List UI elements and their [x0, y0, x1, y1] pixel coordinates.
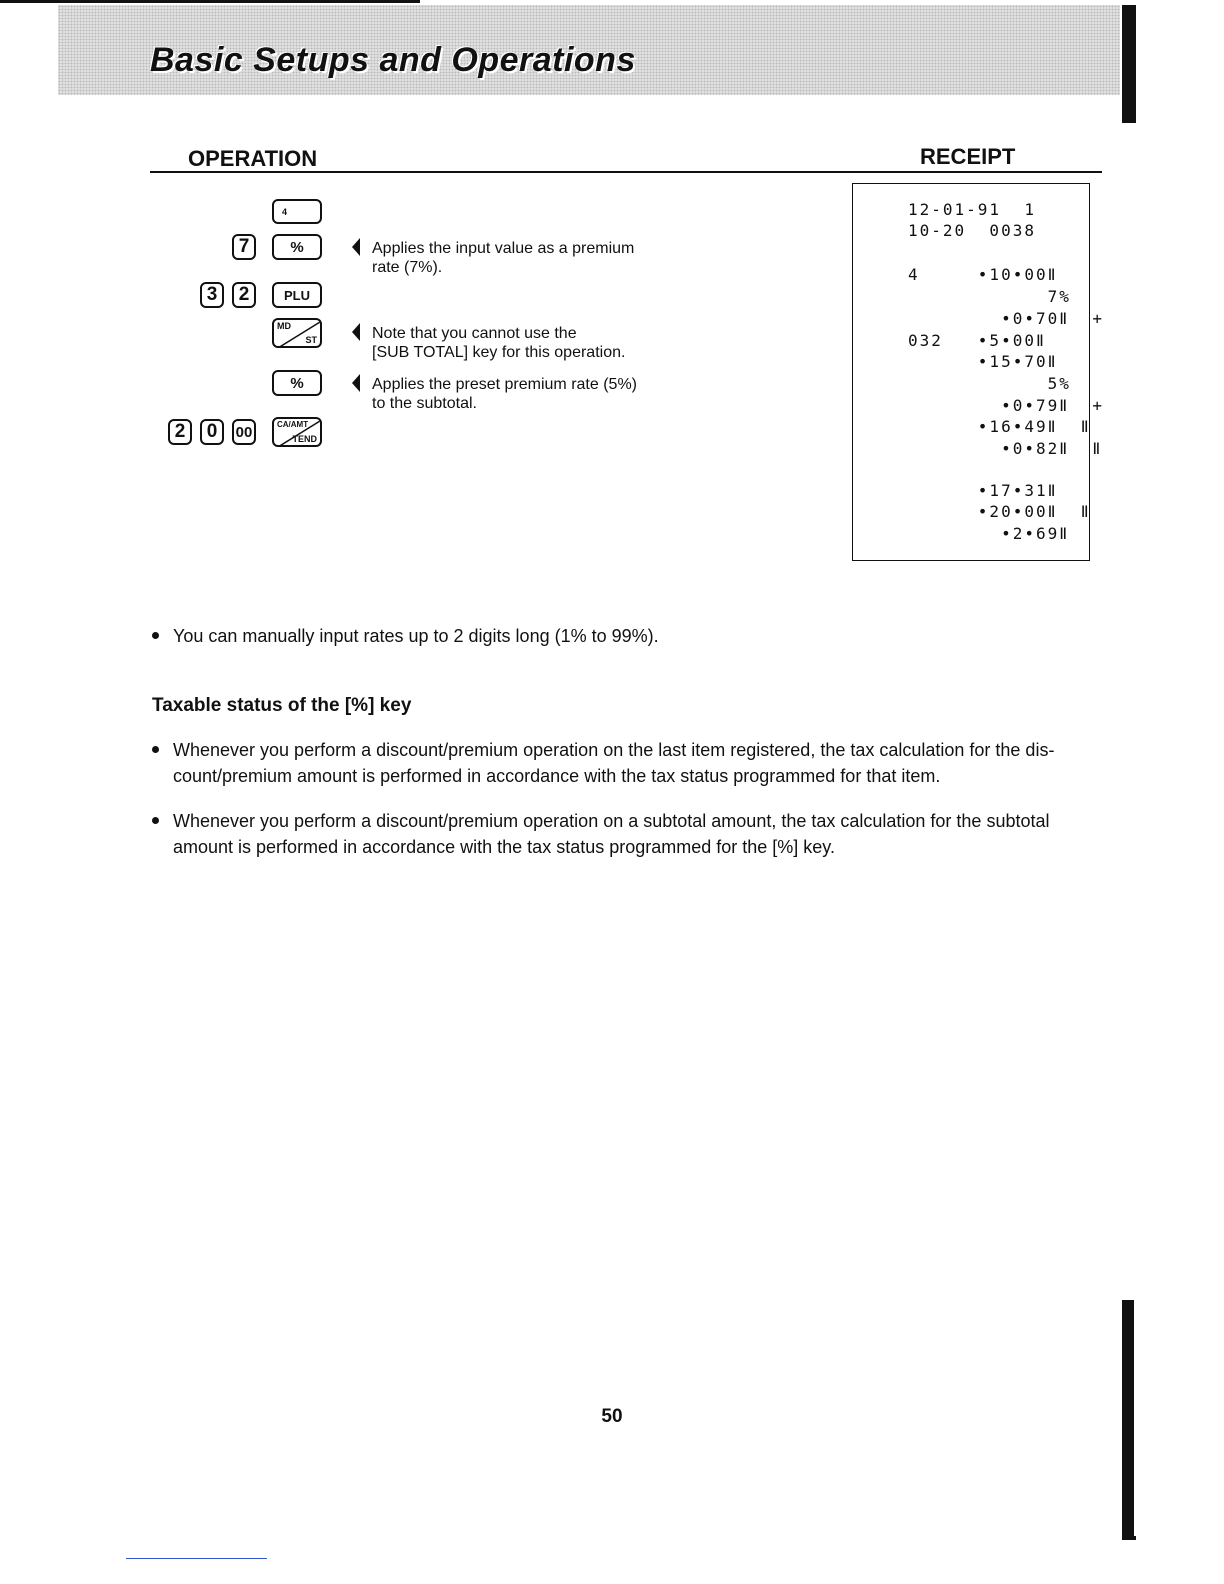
bullet-line: Whenever you perform a discount/premium operation on a subtotal amount, the tax calculation for the subtotal: [173, 811, 1050, 831]
receipt-line: •2•69Ⅱ: [908, 524, 1070, 543]
receipt-line: •15•70Ⅱ: [908, 352, 1058, 371]
note-subtotal-key: [372, 324, 625, 362]
pointer-arrow-icon: [352, 374, 360, 392]
key-4-dept: 4: [272, 199, 322, 224]
top-rule: [0, 0, 420, 3]
header-rule: [150, 171, 1102, 173]
bullet-line: count/premium amount is performed in accordance with the tax status programmed for that item.: [173, 766, 941, 786]
bullet-last-item: [173, 737, 1054, 789]
note-line: to the subtotal.: [372, 395, 477, 412]
key-3: 3: [200, 282, 224, 308]
header-banner: [58, 5, 1120, 95]
receipt-line: 5%: [908, 374, 1071, 393]
key-ca-amt-label: CA/AMT: [277, 420, 309, 429]
receipt-line: 4 •10•00Ⅱ: [908, 265, 1058, 284]
note-preset-rate: [372, 375, 637, 413]
receipt-line: 7%: [908, 287, 1071, 306]
receipt-line: •17•31Ⅱ: [908, 481, 1058, 500]
receipt-header: RECEIPT: [920, 144, 1016, 169]
receipt-line: 12-01-91 1: [908, 200, 1036, 219]
note-line: Applies the input value as a premium: [372, 240, 635, 257]
note-line: rate (7%).: [372, 259, 443, 276]
receipt-line: •0•70Ⅱ +: [908, 309, 1104, 328]
key-ca-amt-tend: [272, 417, 322, 447]
key-st-label: ST: [305, 335, 317, 345]
receipt-line: •20•00Ⅱ Ⅱ: [908, 502, 1091, 521]
note-line: Note that you cannot use the: [372, 325, 577, 342]
bullet-icon: [152, 632, 159, 639]
note-line: Applies the preset premium rate (5%): [372, 376, 637, 393]
key-2b: 2: [168, 419, 192, 445]
key-2: 2: [232, 282, 256, 308]
key-tend-label: TEND: [292, 434, 317, 444]
key-percent-2: %: [272, 370, 322, 396]
page-number: 50: [601, 1406, 623, 1427]
bullet-line: amount is performed in accordance with the tax status programmed for the [%] key.: [173, 837, 835, 857]
receipt-line: •16•49Ⅱ Ⅱ: [908, 417, 1091, 436]
bullet-subtotal: [173, 808, 1050, 860]
bullet-icon: [152, 817, 159, 824]
key-md-label: MD: [277, 321, 291, 331]
bullet-icon: [152, 746, 159, 753]
key-percent: %: [272, 234, 322, 260]
receipt-line: •0•79Ⅱ +: [908, 396, 1104, 415]
key-plu: PLU: [272, 282, 322, 308]
bullet-rate-note: You can manually input rates up to 2 digits long (1% to 99%).: [173, 626, 659, 646]
pointer-arrow-icon: [352, 323, 360, 341]
bullet-line: Whenever you perform a discount/premium operation on the last item registered, the tax calculation for the dis-: [173, 740, 1055, 760]
key-7: 7: [232, 234, 256, 260]
key-0: 0: [200, 419, 224, 445]
operation-header: OPERATION: [188, 146, 318, 171]
page-title: Basic Setups and Operations: [150, 41, 636, 79]
receipt-line: 10-20 0038: [908, 221, 1036, 240]
receipt-line: 032 •5•00Ⅱ: [908, 331, 1046, 350]
footer-line: [126, 1558, 267, 1559]
receipt-line: •0•82Ⅱ Ⅱ: [908, 439, 1103, 458]
key-00: 00: [232, 419, 256, 445]
section-title: Taxable status of the [%] key: [152, 695, 412, 716]
key-md-st: [272, 318, 322, 348]
edge-bar-foot: [1122, 1536, 1136, 1540]
note-premium-rate: [372, 239, 634, 277]
note-line: [SUB TOTAL] key for this operation.: [372, 344, 626, 361]
pointer-arrow-icon: [352, 238, 360, 256]
edge-bar-top: [1122, 5, 1136, 123]
